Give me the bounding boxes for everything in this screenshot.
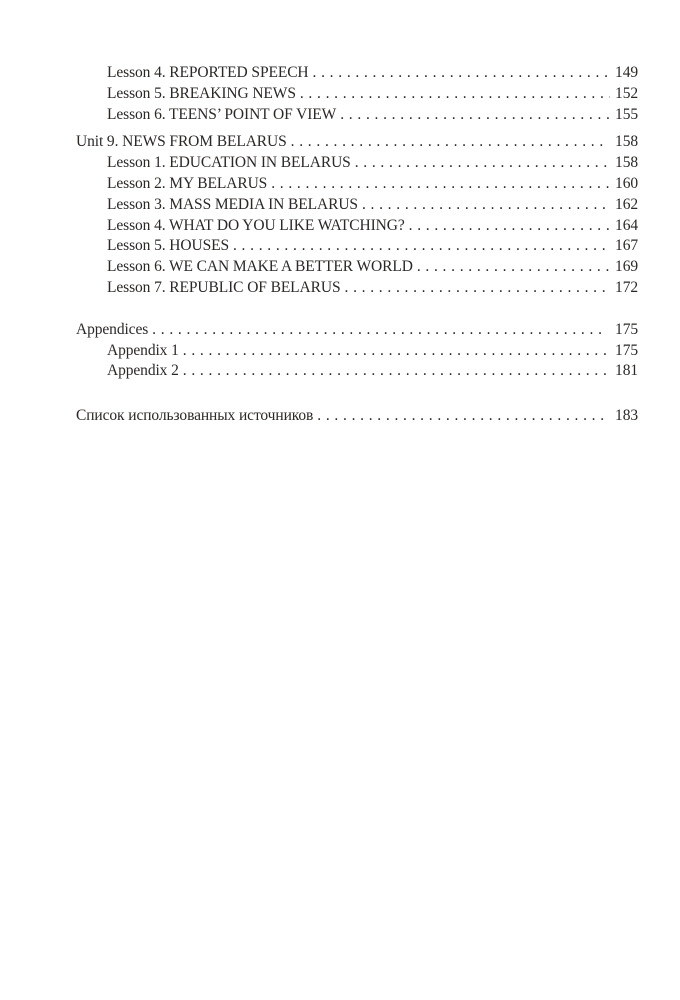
- toc-page-number: 160: [610, 174, 638, 195]
- toc-page-number: 158: [607, 132, 638, 153]
- toc-entry-label: Lesson 1. EDUCATION IN BELARUS: [107, 154, 351, 172]
- toc-entry-unit: [76, 132, 638, 153]
- dot-leader: [336, 106, 638, 123]
- dot-leader: [351, 154, 638, 171]
- toc-entry-label: Lesson 4. WHAT DO YOU LIKE WATCHING?: [107, 216, 405, 234]
- toc-entry: [76, 84, 638, 105]
- toc-page-number: 172: [610, 278, 638, 299]
- toc-page-number: 164: [610, 216, 638, 237]
- toc-entry-label: Appendix 2: [107, 362, 179, 380]
- toc-page-number: 169: [610, 257, 638, 278]
- toc-entry-label: Lesson 4. REPORTED SPEECH: [107, 64, 309, 81]
- dot-leader: [405, 217, 638, 234]
- toc-entry-label: Lesson 5. BREAKING NEWS: [107, 84, 296, 102]
- dot-leader: [179, 362, 638, 379]
- toc-page-number: 158: [610, 153, 638, 174]
- table-of-contents: [76, 63, 638, 427]
- toc-entry: [76, 63, 638, 84]
- toc-entry-label: Appendix 1: [107, 341, 179, 359]
- dot-leader: [287, 133, 638, 150]
- toc-page-number: 175: [610, 341, 638, 362]
- dot-leader: [413, 258, 638, 275]
- toc-entry-label: Unit 9. NEWS FROM BELARUS: [76, 133, 287, 151]
- toc-entry-label: Appendices: [76, 320, 149, 338]
- toc-entry-sources: [76, 406, 638, 427]
- toc-entry-label: Lesson 5. HOUSES: [107, 237, 229, 255]
- toc-entry: [76, 153, 638, 174]
- toc-entry-label: Lesson 2. MY BELARUS: [107, 174, 268, 192]
- dot-leader: [267, 175, 638, 192]
- toc-entry: [76, 257, 638, 278]
- dot-leader: [296, 85, 638, 102]
- toc-entry: [76, 341, 638, 362]
- dot-leader: [313, 407, 638, 424]
- toc-entry: [76, 361, 638, 382]
- toc-entry: [76, 236, 638, 257]
- toc-entry-label: Lesson 6. TEENS’ POINT OF VIEW: [107, 105, 337, 123]
- dot-leader: [229, 237, 638, 254]
- toc-page-number: 149: [610, 63, 638, 84]
- toc-entry-label: Список использованных источников: [76, 407, 314, 425]
- toc-entry-label: Lesson 6. WE CAN MAKE A BETTER WORLD: [107, 258, 413, 276]
- toc-page-number: 155: [610, 105, 638, 126]
- dot-leader: [148, 321, 638, 338]
- dot-leader: [358, 196, 638, 213]
- toc-entry: [76, 174, 638, 195]
- toc-page-number: 162: [610, 195, 638, 216]
- dot-leader: [341, 279, 639, 296]
- toc-page-number: 183: [607, 406, 638, 427]
- toc-entry: [76, 278, 638, 299]
- dot-leader: [179, 342, 638, 359]
- toc-page-number: 167: [610, 236, 638, 257]
- toc-entry-label: Lesson 7. REPUBLIC OF BELARUS: [107, 278, 341, 296]
- toc-entry: [76, 105, 638, 126]
- toc-page-number: 152: [610, 84, 638, 105]
- toc-page-number: 181: [610, 361, 638, 382]
- toc-page-number: 175: [607, 320, 638, 341]
- toc-entry: [76, 195, 638, 216]
- toc-entry-appendices: [76, 320, 638, 341]
- dot-leader: [309, 64, 638, 81]
- toc-entry: [76, 216, 638, 237]
- toc-entry-label: Lesson 3. MASS MEDIA IN BELARUS: [107, 195, 358, 213]
